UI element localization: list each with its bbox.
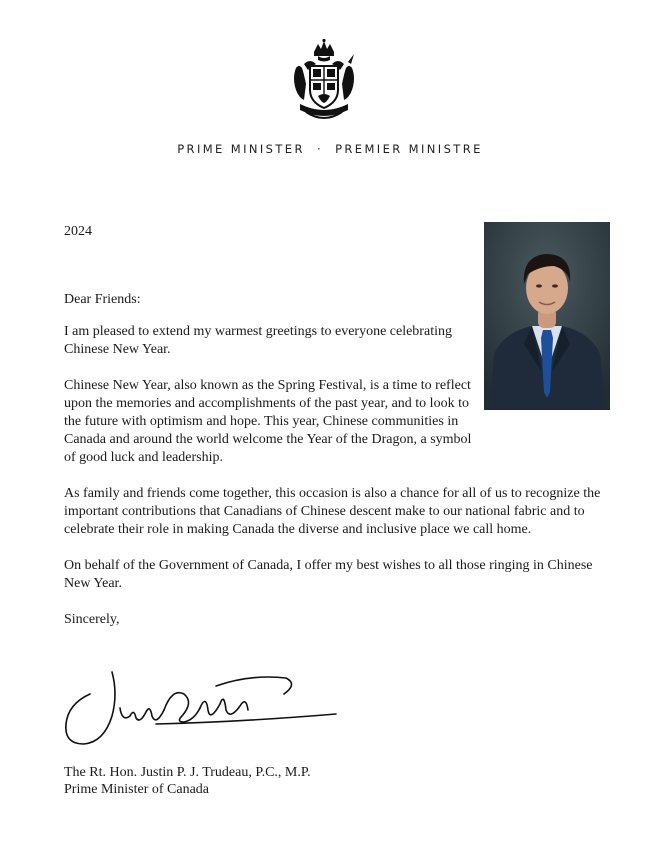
- handwritten-signature: [60, 664, 340, 754]
- signatory-title: Prime Minister of Canada: [64, 782, 210, 797]
- letter-body: [64, 291, 624, 647]
- salutation: Dear Friends:: [64, 292, 141, 307]
- paragraph: As family and friends come together, this occasion is also a chance for all of us to recognize the important contributions that Canadians of Chinese descent make to our national fabric and to celebrate their role in making Canada the diverse and inclusive place we call home.: [64, 486, 601, 537]
- signatory-name: The Rt. Hon. Justin P. J. Trudeau, P.C., M.P.: [64, 765, 311, 780]
- paragraph: On behalf of the Government of Canada, I offer my best wishes to all those ringing in Chinese New Year.: [64, 558, 593, 591]
- paragraph: Chinese New Year, also known as the Spring Festival, is a time to reflect upon the memories and accomplishments of the past year, and to look to the future with optimism and hope. This year, Chinese communities in Canada and around the world welcome the Year of the Dragon, a symbol of good luck and leadership.: [64, 378, 472, 465]
- letter-date: 2024: [64, 224, 92, 239]
- letterhead-separator: ·: [316, 142, 323, 156]
- signature-block: [64, 764, 311, 798]
- paragraph: I am pleased to extend my warmest greetings to everyone celebrating Chinese New Year.: [64, 324, 452, 357]
- letterhead: [0, 142, 660, 156]
- coat-of-arms-crest: [290, 38, 358, 124]
- letterhead-english: PRIME MINISTER: [177, 142, 305, 156]
- letterhead-french: PREMIER MINISTRE: [335, 142, 483, 156]
- closing: Sincerely,: [64, 612, 120, 627]
